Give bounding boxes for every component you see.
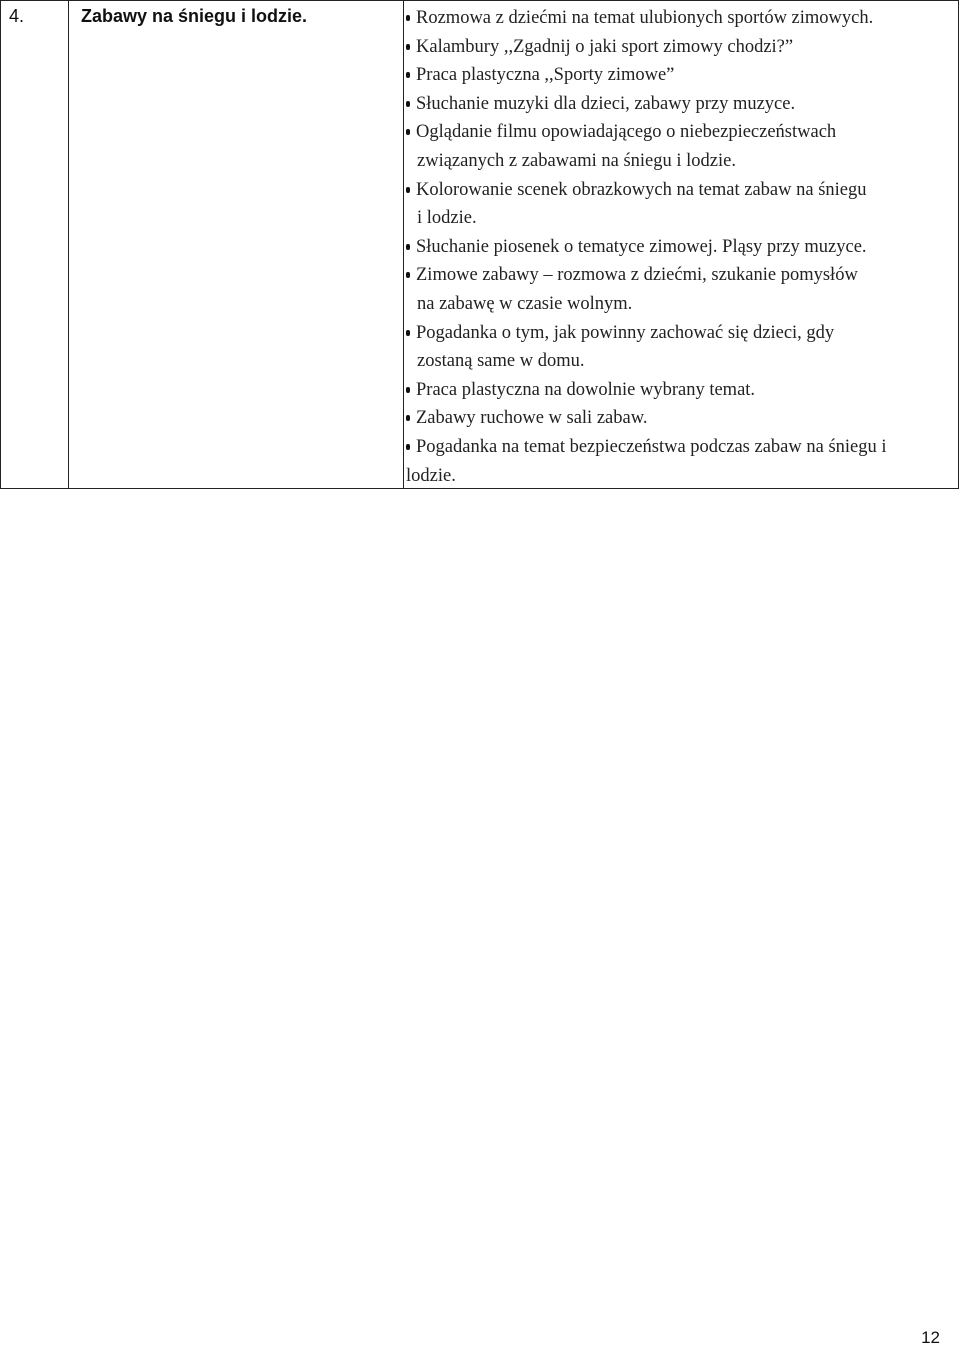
- activity-item-continuation: [405, 462, 957, 491]
- activity-text: Kalambury ,,Zgadnij o jaki sport zimowy chodzi?”: [416, 36, 794, 57]
- bullet-icon: [406, 44, 410, 50]
- activity-item: [405, 433, 957, 462]
- bullet-icon: [406, 129, 410, 135]
- activity-item: [405, 376, 957, 405]
- activity-item: [405, 176, 957, 205]
- activity-item: [405, 404, 957, 433]
- activity-text: Pogadanka o tym, jak powinny zachować się dzieci, gdy: [416, 322, 835, 343]
- column-divider: [403, 1, 404, 488]
- column-divider: [68, 1, 69, 488]
- activity-text: Kolorowanie scenek obrazkowych na temat zabaw na śniegu: [416, 179, 867, 200]
- activity-text: Praca plastyczna na dowolnie wybrany temat.: [416, 379, 756, 400]
- bullet-icon: [406, 330, 410, 336]
- activity-text: Zimowe zabawy – rozmowa z dziećmi, szukanie pomysłów: [416, 265, 858, 286]
- activity-list: [405, 4, 957, 490]
- activity-table: [0, 0, 959, 489]
- activity-item-continuation: [405, 147, 957, 176]
- activity-text: na zabawę w czasie wolnym.: [417, 293, 633, 314]
- activity-text: Rozmowa z dziećmi na temat ulubionych sportów zimowych.: [416, 8, 874, 28]
- bullet-icon: [406, 244, 410, 250]
- row-number: 4.: [9, 6, 25, 26]
- activity-text: Oglądanie filmu opowiadającego o niebezpieczeństwach: [416, 122, 837, 143]
- activity-item: [405, 233, 957, 262]
- activity-item-continuation: [405, 347, 957, 376]
- page-number: 12: [921, 1328, 940, 1347]
- activity-item-continuation: [405, 204, 957, 233]
- row-topic: Zabawy na śniegu i lodzie.: [81, 6, 308, 26]
- activity-text: związanych z zabawami na śniegu i lodzie.: [417, 150, 736, 171]
- activity-item: [405, 61, 957, 90]
- bullet-icon: [406, 15, 410, 21]
- activity-item: [405, 118, 957, 147]
- bullet-icon: [406, 387, 410, 393]
- activity-text: i lodzie.: [417, 208, 477, 229]
- bullet-icon: [406, 72, 410, 78]
- activity-text: Praca plastyczna ,,Sporty zimowe”: [416, 65, 675, 86]
- activity-text: Pogadanka na temat bezpieczeństwa podczas zabaw na śniegu i: [416, 436, 887, 457]
- activity-item: [405, 319, 957, 348]
- activity-item: [405, 261, 957, 290]
- activity-text: zostaną same w domu.: [417, 351, 585, 372]
- bullet-icon: [406, 415, 410, 421]
- bullet-icon: [406, 101, 410, 107]
- activity-text: Zabawy ruchowe w sali zabaw.: [416, 408, 648, 429]
- bullet-icon: [406, 444, 410, 450]
- activity-text: lodzie.: [406, 465, 456, 486]
- activity-item-continuation: [405, 290, 957, 319]
- activity-item: [405, 90, 957, 119]
- activity-item: [405, 4, 957, 33]
- activity-text: Słuchanie muzyki dla dzieci, zabawy przy muzyce.: [416, 93, 796, 114]
- bullet-icon: [406, 272, 410, 278]
- activity-text: Słuchanie piosenek o tematyce zimowej. Pląsy przy muzyce.: [416, 236, 867, 257]
- bullet-icon: [406, 187, 410, 193]
- activity-item: [405, 33, 957, 62]
